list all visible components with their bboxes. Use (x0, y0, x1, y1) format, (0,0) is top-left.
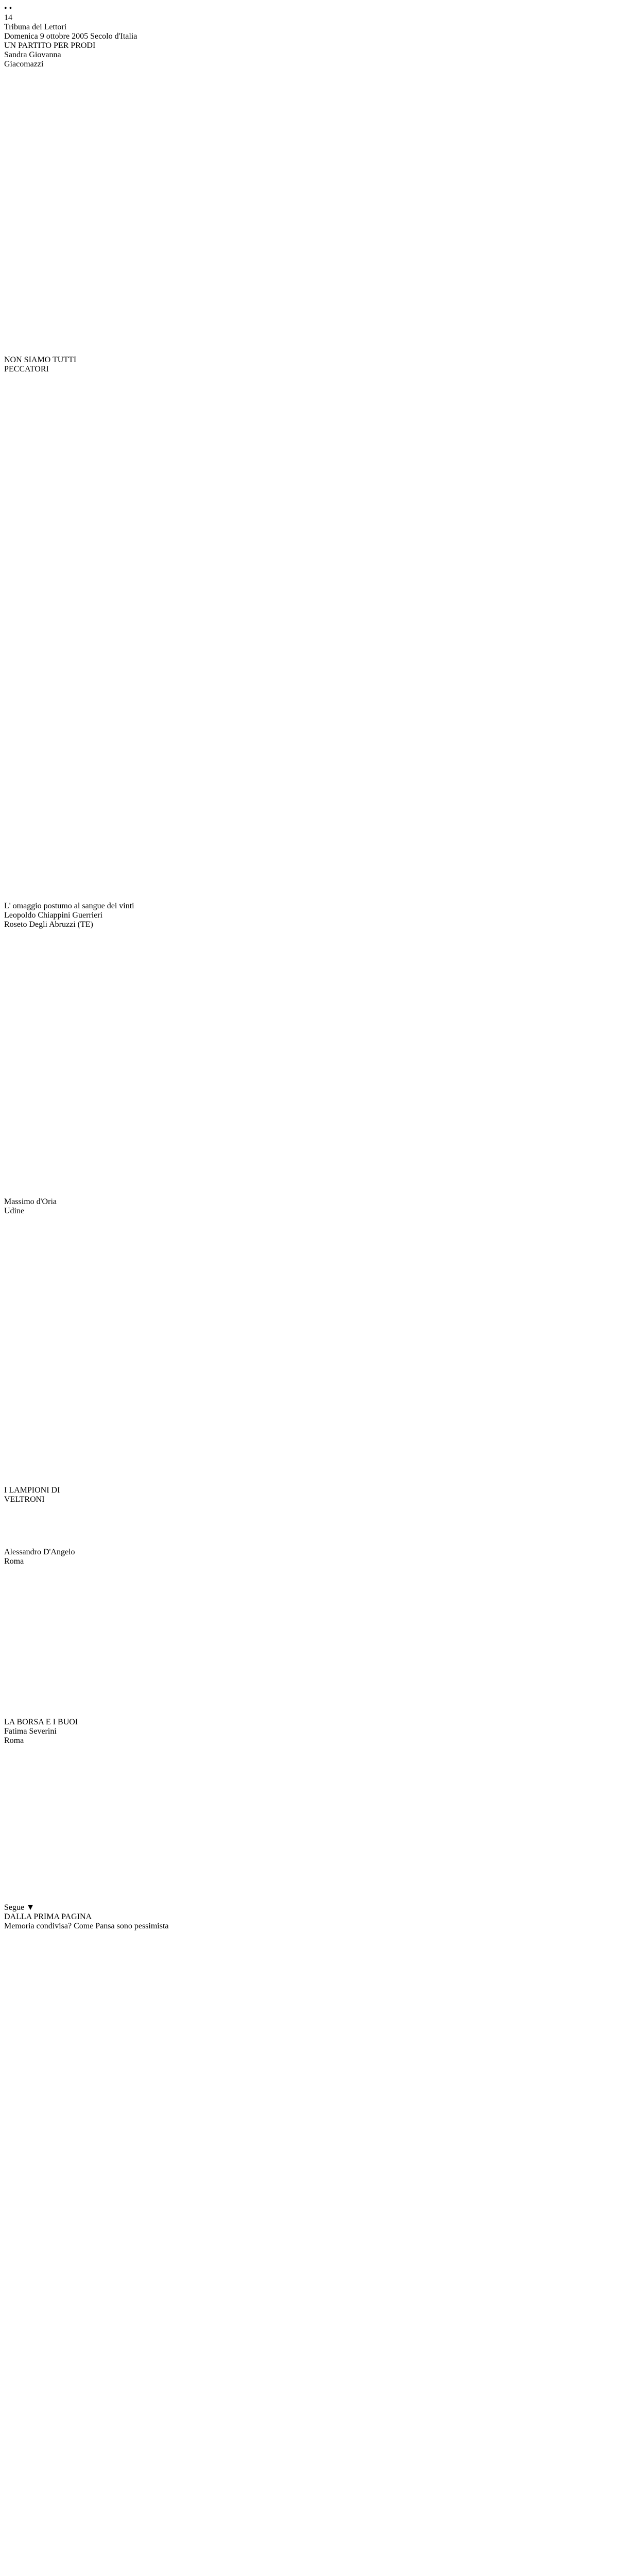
letter-column-3 (4, 1486, 87, 1548)
right-signature: Alessandro D'Angelo (4, 1548, 75, 1556)
body-column (4, 1063, 97, 1197)
page-number: 14 (4, 13, 12, 22)
letter-column-1 (4, 41, 97, 355)
title-initial: L' (4, 902, 11, 910)
continued-story-title: Memoria condivisa? Come Pansa sono pessimista (4, 1922, 169, 1930)
letter-city: Roma (4, 1736, 24, 1745)
letter-signature: Sandra Giovanna Giacomazzi (4, 50, 61, 69)
right-signature-city: Roma (4, 1557, 24, 1566)
body-column (4, 474, 107, 902)
letter-headline: LA BORSA E I BUOI (4, 1718, 78, 1726)
scan-marks: • • (4, 4, 12, 13)
letter-signature: Massimo d'Oria (4, 1197, 57, 1206)
featured-letter-box (4, 902, 617, 929)
body-column (4, 929, 92, 1063)
newspaper-name: Secolo d'Italia (90, 32, 137, 41)
from-front-label: DALLA PRIMA PAGINA (4, 1912, 92, 1921)
featured-place: Roseto Degli Abruzzi (TE) (4, 920, 93, 929)
issue-date: Domenica 9 ottobre 2005 (4, 32, 89, 41)
letter-column-4 (4, 1718, 87, 1903)
continued-banner (4, 1903, 617, 1912)
down-arrow-icon: ▼ (26, 1903, 34, 1912)
section-title: Tribuna dei Lettori (4, 23, 67, 31)
letter-signature: Fatima Severini (4, 1727, 57, 1736)
body-column (4, 1548, 87, 1718)
newspaper-page (4, 4, 617, 2576)
continued-column (4, 2297, 97, 2539)
letter-headline: I LAMPIONI DI VELTRONI (4, 1486, 60, 1504)
body-column (4, 1197, 87, 1486)
section-masthead (4, 23, 617, 32)
letter-headline: NON SIAMO TUTTI PECCATORI (4, 355, 77, 374)
page-header (4, 13, 617, 32)
segue-label: Segue (4, 1903, 25, 1912)
title-text: omaggio postumo al sangue dei vinti (12, 902, 134, 910)
letter-headline: UN PARTITO PER PRODI (4, 41, 96, 50)
continued-column (4, 1931, 102, 2055)
dateline (4, 32, 617, 41)
letter-column-2 (4, 355, 97, 474)
continued-column (4, 2055, 97, 2297)
letter-city: Udine (4, 1207, 25, 1215)
featured-title (4, 902, 617, 911)
continued-column (4, 2539, 97, 2576)
featured-signature: Leopoldo Chiappini Guerrieri (4, 911, 103, 920)
